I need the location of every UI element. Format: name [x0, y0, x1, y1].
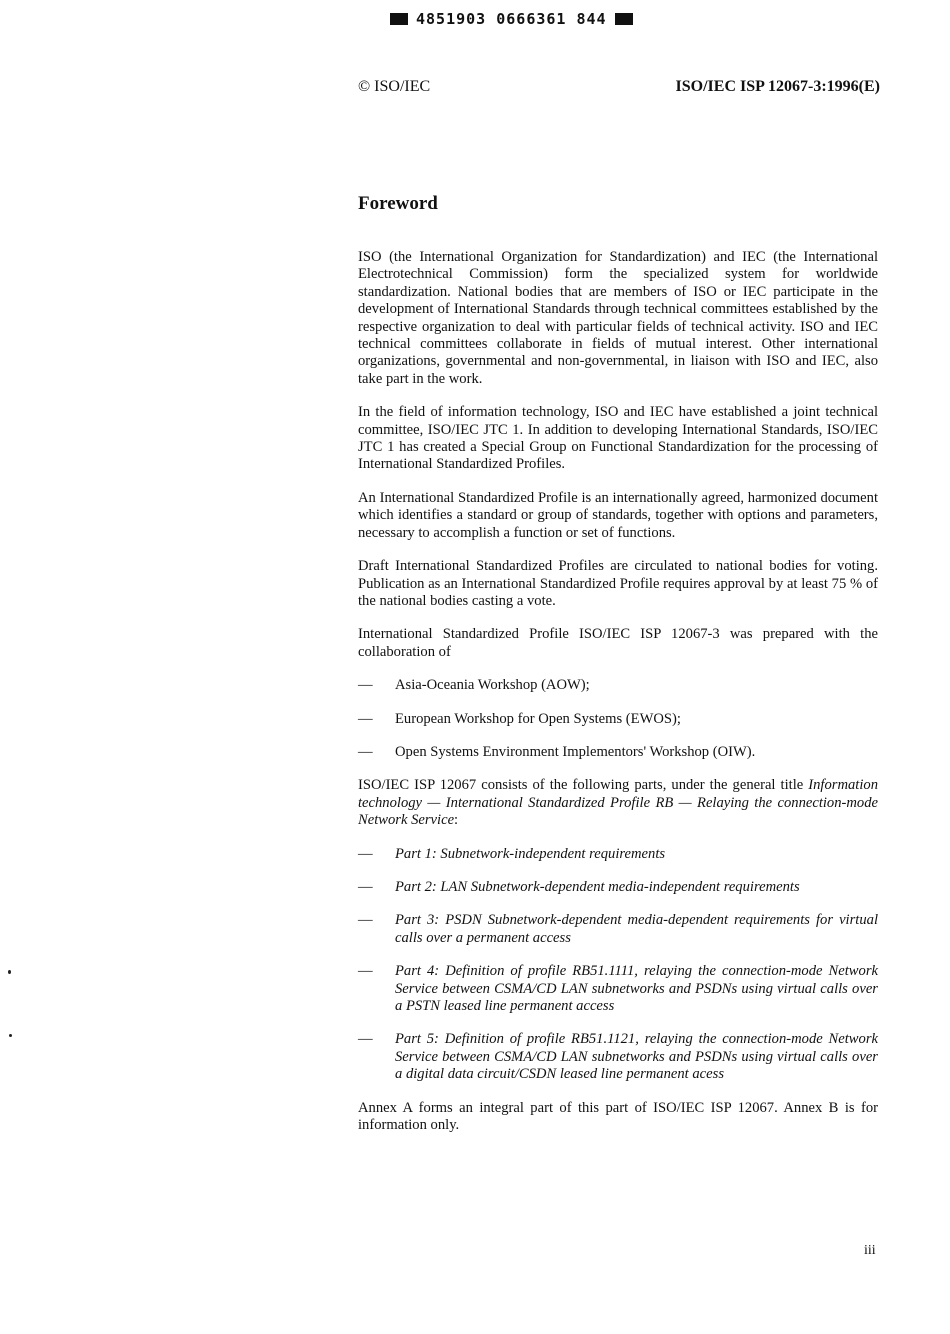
general-title: Information technology — International Standardized Profile RB — Relaying the connection-mode Network Service	[358, 777, 878, 829]
page-number: iii	[864, 1243, 876, 1258]
paragraph-isp-definition: An International Standardized Profile is an internationally agreed, harmonized document which identifies a standard or group of standards, together with options and parameters, necessary to accomplish a function or set of functions.	[358, 489, 878, 541]
copyright-label: © ISO/IEC	[358, 78, 431, 95]
barcode-number: 4851903 0666361 844	[416, 10, 607, 28]
dash-bullet: —	[358, 878, 373, 895]
collaborator-aow: Asia-Oceania Workshop (AOW);	[395, 677, 590, 694]
dash-bullet: —	[358, 677, 373, 694]
paragraph-jtc1: In the field of information technology, ISO and IEC have established a joint technical committee, ISO/IEC JTC 1. In addition to developing International Standards, ISO/IEC JTC 1 has created a Special Group on Functional Standardization for the processing of International Standardized Profiles.	[358, 404, 878, 473]
list-item	[358, 912, 878, 947]
standard-number: ISO/IEC ISP 12067-3:1996(E)	[675, 78, 880, 95]
part-1: Part 1: Subnetwork-independent requirements	[395, 845, 666, 862]
collaborator-oiw: Open Systems Environment Implementors' Workshop (OIW).	[395, 743, 756, 760]
paragraph-voting: Draft International Standardized Profiles are circulated to national bodies for voting. Publication as an International Standardized Profile requires approval by at least 75 % of the national bodies casting a vote.	[358, 558, 878, 609]
collaborator-list	[358, 677, 878, 761]
dash-bullet: —	[358, 845, 373, 862]
scan-speck	[8, 970, 11, 974]
barcode-block-left	[390, 13, 408, 25]
parts-list	[358, 846, 878, 1084]
part-5: Part 5: Definition of profile RB51.1121, relaying the connection-mode Network Service between CSMA/CD LAN subnetworks and PSDNs using virtual calls over a digital data circuit/CSDN leased line permanent acess	[395, 1031, 878, 1083]
collaborator-ewos: European Workshop for Open Systems (EWOS);	[395, 710, 681, 727]
barcode-block-right	[615, 13, 633, 25]
page-title: Foreword	[358, 193, 438, 214]
document-body	[358, 192, 878, 1150]
paragraph-annex: Annex A forms an integral part of this part of ISO/IEC ISP 12067. Annex B is for information only.	[358, 1099, 878, 1134]
part-4: Part 4: Definition of profile RB51.1111, relaying the connection-mode Network Service between CSMA/CD LAN subnetworks and PSDNs using virtual calls over a PSTN leased line permanent access	[395, 963, 878, 1014]
part-2: Part 2: LAN Subnetwork-dependent media-independent requirements	[395, 878, 800, 895]
list-item	[358, 711, 878, 728]
page-header	[358, 78, 880, 96]
paragraph-parts-intro	[358, 777, 878, 829]
dash-bullet: —	[358, 963, 373, 980]
part-3: Part 3: PSDN Subnetwork-dependent media-dependent requirements for virtual calls over a permanent access	[395, 912, 878, 946]
list-item	[358, 846, 878, 863]
scan-speck	[9, 1034, 12, 1037]
parts-intro-text: ISO/IEC ISP 12067 consists of the following parts, under the general title	[358, 777, 809, 794]
dash-bullet: —	[358, 1031, 373, 1048]
list-item	[358, 744, 878, 761]
list-item	[358, 1031, 878, 1083]
dash-bullet: —	[358, 710, 373, 727]
paragraph-collaboration: International Standardized Profile ISO/IEC ISP 12067-3 was prepared with the collaboration of	[358, 626, 878, 660]
barcode	[390, 8, 680, 30]
dash-bullet: —	[358, 743, 373, 760]
list-item	[358, 963, 878, 1015]
dash-bullet: —	[358, 912, 373, 929]
paragraph-iso-iec: ISO (the International Organization for Standardization) and IEC (the International Electrotechnical Commission) form the specialized system for worldwide standardization. National bodies that are members of ISO or IEC participate in the development of International Standards through technical committees established by the respective organization to deal with particular fields of technical activity. ISO and IEC technical committees collaborate in fields of mutual interest. Other international organizations, governmental and non-governmental, in liaison with ISO and IEC, also take part in the work.	[358, 249, 878, 387]
list-item	[358, 879, 878, 896]
parts-intro-end: :	[454, 812, 459, 829]
list-item	[358, 677, 878, 694]
